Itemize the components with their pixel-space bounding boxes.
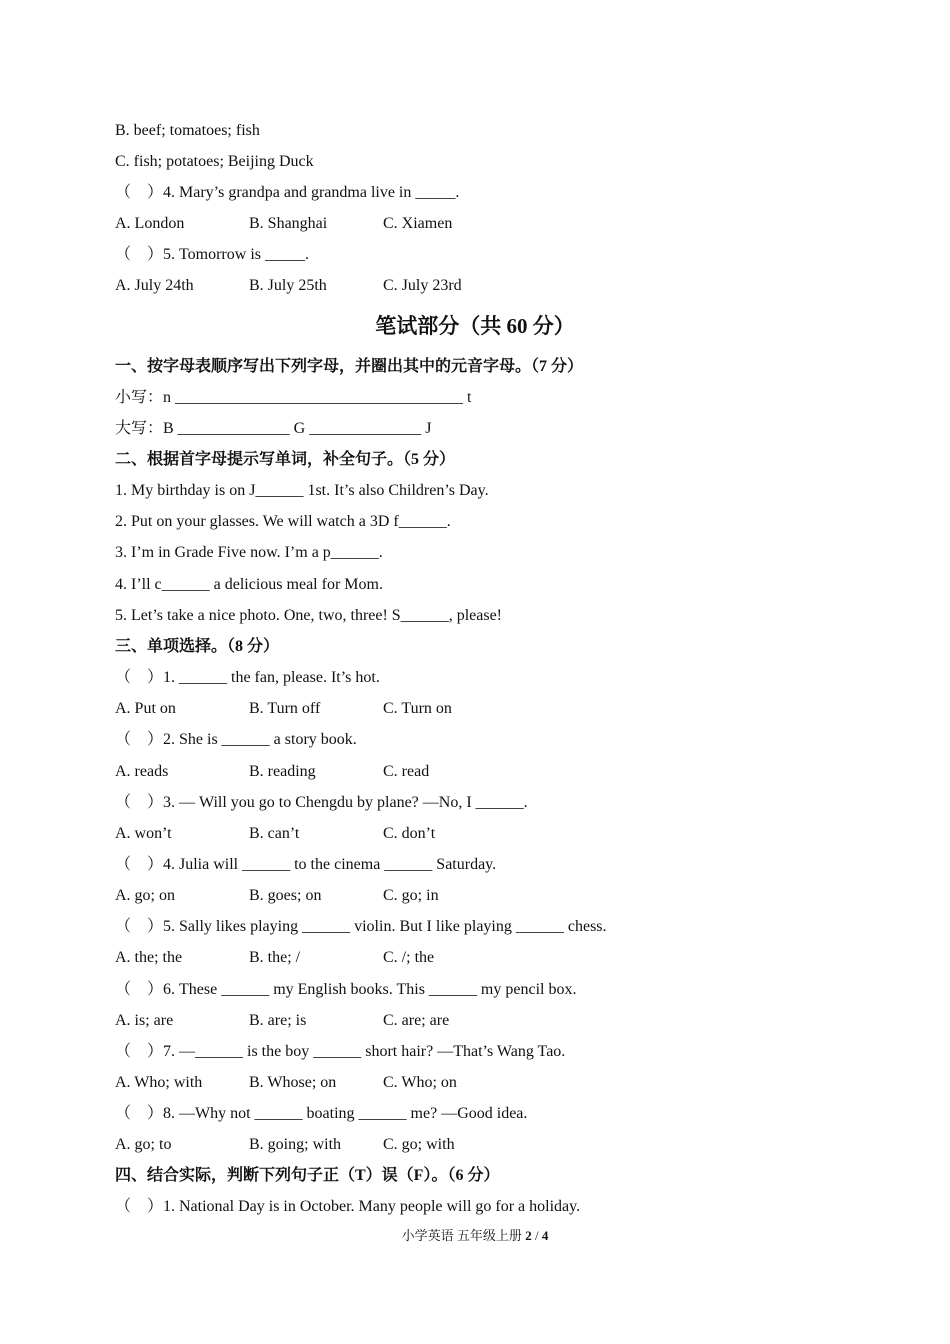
section-heading: 二、根据首字母提示写单词，补全句子。（5 分） [115,451,456,468]
question-line: （ ）1. ______ the fan, please. It’s hot. [115,669,380,686]
option-a: A. is; are [115,1012,174,1029]
option-b: B. Turn off [249,700,321,717]
option-a: A. the; the [115,949,183,966]
options-row [115,214,635,234]
question-line: （ ）3. — Will you go to Chengdu by plane? —No, I ______. [115,794,528,811]
option-line: B. beef; tomatoes; fish [115,122,260,139]
option-b: B. going; with [249,1136,342,1153]
option-b: B. are; is [249,1012,307,1029]
fill-item: 5. Let’s take a nice photo. One, two, three! S______, please! [115,607,502,624]
option-c: C. go; in [383,887,439,904]
option-c: C. don’t [383,825,436,842]
option-c: C. read [383,763,430,780]
option-c: C. Turn on [383,700,452,717]
section-heading: 一、按字母表顺序写出下列字母，并圈出其中的元音字母。（7 分） [115,358,584,375]
options-row [115,276,635,296]
uppercase-line: 大写：B ______________ G ______________ J [115,420,432,437]
lowercase-line: 小写：n ____________________________________ t [115,389,472,406]
option-b: B. July 25th [249,277,327,294]
option-a: A. Who; with [115,1074,203,1091]
option-line: C. fish; potatoes; Beijing Duck [115,153,314,170]
option-a: A. Put on [115,700,176,717]
written-part-title: 笔试部分（共 60 分） [375,314,575,338]
fill-item: 4. I’ll c______ a delicious meal for Mom. [115,576,383,593]
option-c: C. are; are [383,1012,450,1029]
page-total: 4 [541,1228,549,1243]
option-a: A. July 24th [115,277,194,294]
options-row [115,886,635,906]
question-line: （ ）6. These ______ my English books. This ______ my pencil box. [115,981,577,998]
options-row [115,1135,635,1155]
options-row [115,1073,635,1093]
question-line: （ ）4. Mary’s grandpa and grandma live in _____. [115,184,460,201]
option-a: A. London [115,215,185,232]
page-number: 2 [525,1228,532,1243]
question-line: （ ）4. Julia will ______ to the cinema ______ Saturday. [115,856,497,873]
fill-item: 2. Put on your glasses. We will watch a 3D f______. [115,513,451,530]
option-c: C. Xiamen [383,215,453,232]
question-line: （ ）5. Tomorrow is _____. [115,246,309,263]
option-a: A. go; to [115,1136,172,1153]
options-row [115,699,635,719]
option-c: C. Who; on [383,1074,457,1091]
option-a: A. go; on [115,887,175,904]
question-line: （ ）5. Sally likes playing ______ violin. But I like playing ______ chess. [115,918,607,935]
option-b: B. goes; on [249,887,322,904]
options-row [115,1011,635,1031]
option-c: C. /; the [383,949,435,966]
question-line: （ ）7. —______ is the boy ______ short hair? —That’s Wang Tao. [115,1043,566,1060]
section-heading: 四、结合实际，判断下列句子正（T）误（F）。（6 分） [115,1167,500,1184]
options-row [115,824,635,844]
judge-item: （ ）1. National Day is in October. Many people will go for a holiday. [115,1198,581,1215]
option-b: B. can’t [249,825,300,842]
options-row [115,762,635,782]
option-a: A. reads [115,763,169,780]
section-heading: 三、单项选择。（8 分） [115,638,280,655]
option-b: B. Whose; on [249,1074,337,1091]
footer-label: 小学英语 五年级上册 [401,1228,526,1243]
question-line: （ ）8. —Why not ______ boating ______ me? —Good idea. [115,1105,528,1122]
option-b: B. Shanghai [249,215,328,232]
options-row [115,948,635,968]
fill-item: 3. I’m in Grade Five now. I’m a p______. [115,544,383,561]
fill-item: 1. My birthday is on J______ 1st. It’s also Children’s Day. [115,482,489,499]
page-separator: / [531,1228,542,1243]
option-c: C. July 23rd [383,277,462,294]
option-b: B. the; / [249,949,301,966]
option-b: B. reading [249,763,316,780]
question-line: （ ）2. She is ______ a story book. [115,731,357,748]
option-c: C. go; with [383,1136,455,1153]
page-footer [0,1228,950,1244]
option-a: A. won’t [115,825,172,842]
